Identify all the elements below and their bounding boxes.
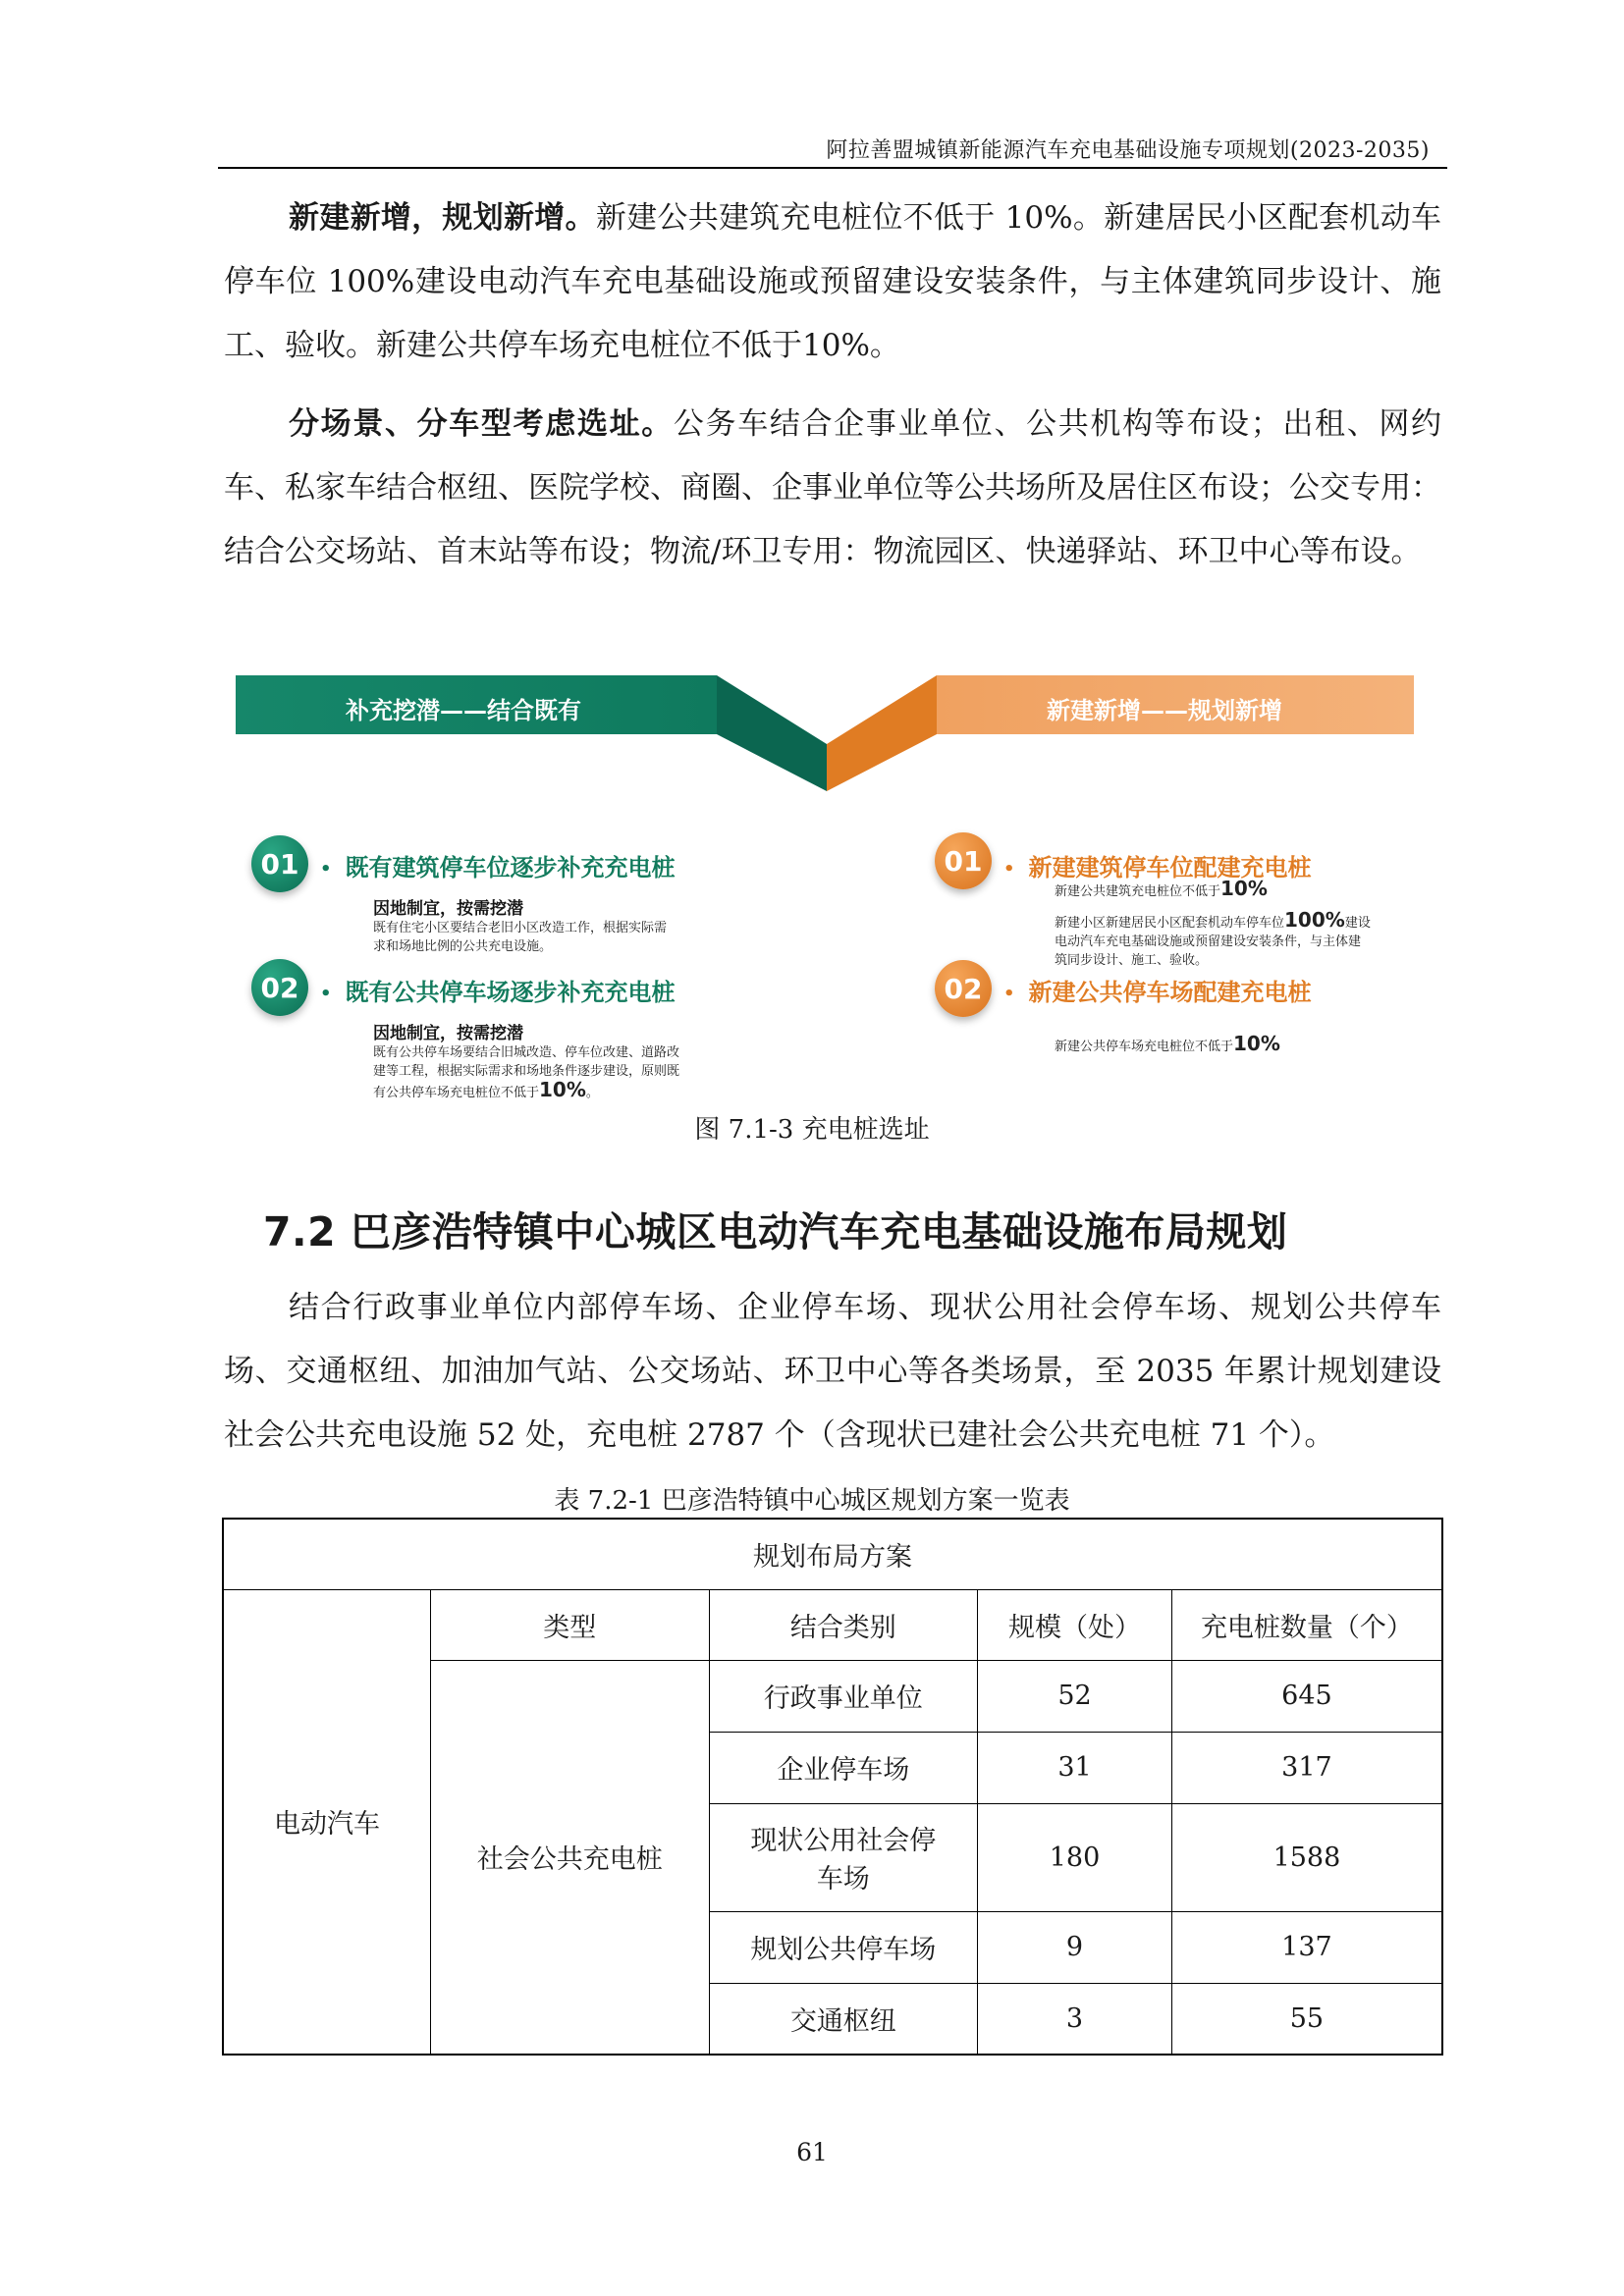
header-cell: 类型 (431, 1589, 709, 1660)
number-badge: 01 (251, 835, 308, 892)
bullet-icon: • (1003, 858, 1015, 880)
scale-cell: 180 (978, 1803, 1172, 1911)
desc-line: 建等工程，根据实际需求和场地条件逐步建设，原则既 (373, 1064, 680, 1079)
plan-table (222, 1518, 1443, 2056)
percent-value: 10% (1233, 1032, 1280, 1055)
percent-value: 10% (539, 1078, 586, 1101)
category-cell: 行政事业单位 (709, 1660, 978, 1732)
table-title-row (223, 1519, 1442, 1589)
count-cell: 645 (1171, 1660, 1442, 1732)
paragraph-site-selection (224, 393, 1441, 584)
percent-value: 10% (1220, 877, 1268, 900)
desc-text: 有公共停车场充电桩位不低于 (373, 1086, 540, 1100)
table-title: 规划布局方案 (223, 1519, 1442, 1589)
bullet-icon: • (1003, 983, 1015, 1004)
desc-line: 既有公共停车场要结合旧城改造、停车位改建、道路改 (373, 1045, 680, 1060)
table-caption: 表 7.2-1 巴彦浩特镇中心城区规划方案一览表 (554, 1486, 1070, 1516)
siting-figure (218, 656, 1445, 1127)
count-cell: 55 (1171, 1983, 1442, 2055)
right-item-title-text: 新建公共停车场配建充电桩 (1028, 979, 1312, 1006)
paragraph-lead: 新建新增，规划新增。 (289, 200, 596, 236)
section-paragraph: 结合行政事业单位内部停车场、企业停车场、现状公用社会停车场、规划公共停车场、交通枢纽、加油加气站、公交场站、环卫中心等各类场景，至 2035 年累计规划建设社会公共充电设施 52 处，充电桩 2787 个（含现状已建社会公共充电桩 71 个）。 (224, 1290, 1441, 1453)
section-heading: 7.2 巴彦浩特镇中心城区电动汽车充电基础设施布局规划 (263, 1208, 1288, 1255)
scale-cell: 3 (978, 1983, 1172, 2055)
page-number: 61 (796, 2138, 828, 2166)
desc-text: 建设 (1344, 916, 1371, 931)
header-cell: 规模（处） (978, 1589, 1172, 1660)
left-item-title-text: 既有公共停车场逐步补充充电桩 (345, 979, 676, 1006)
desc-text: 新建小区新建居民小区配套机动车停车位 (1055, 916, 1285, 931)
scale-cell: 52 (978, 1660, 1172, 1732)
left-item-subhead: 因地制宜，按需挖潜 (373, 899, 523, 919)
header-cell: 结合类别 (709, 1589, 978, 1660)
desc-text: 新建公共建筑充电桩位不低于 (1055, 884, 1221, 899)
desc-line (1055, 908, 1447, 933)
header-rule (218, 167, 1447, 169)
desc-text: 新建公共停车场充电桩位不低于 (1055, 1040, 1234, 1054)
category-cell: 企业停车场 (709, 1732, 978, 1803)
right-ribbon-fold (827, 675, 937, 791)
count-cell: 317 (1171, 1732, 1442, 1803)
number-badge: 02 (935, 960, 992, 1017)
count-cell: 1588 (1171, 1803, 1442, 1911)
desc-text: 。 (585, 1086, 599, 1100)
category-cell: 现状公用社会停车场 (709, 1803, 978, 1911)
left-item-title-text: 既有建筑停车位逐步补充充电桩 (345, 854, 676, 881)
type-cell: 社会公共充电桩 (431, 1660, 709, 2055)
desc-line (1055, 877, 1447, 901)
paragraph-new-construction (224, 187, 1441, 378)
left-item-desc (373, 1043, 679, 1102)
paragraph-text: 新建公共建筑充电桩位不低于 10%。新建居民小区配套机动车停车位 100%建设电动汽车充电基础设施或预留建设安装条件，与主体建筑同步设计、施工、验收。新建公共停车场充电桩位不低于10%。 (224, 200, 1441, 363)
paragraph-text: 公务车结合企事业单位、公共机构等布设；出租、网约车、私家车结合枢纽、医院学校、商圈、企事业单位等公共场所及居住区布设；公交专用：结合公交场站、首末站等布设；物流/环卫专用：物流园区、快递驿站、环卫中心等布设。 (224, 406, 1442, 569)
desc-line: 筑同步设计、施工、验收。 (1055, 953, 1209, 968)
desc-line (373, 1078, 679, 1102)
left-item-subhead: 因地制宜，按需挖潜 (373, 1024, 523, 1043)
scale-cell: 31 (978, 1732, 1172, 1803)
left-item-title (320, 973, 676, 1007)
desc-line (1055, 1032, 1280, 1056)
figure-caption: 图 7.1-3 充电桩选址 (694, 1115, 930, 1145)
number-badge: 01 (935, 832, 992, 889)
left-item-desc (373, 919, 667, 956)
percent-value: 100% (1284, 908, 1345, 932)
left-item-title (320, 848, 676, 882)
bullet-icon: • (320, 858, 332, 880)
left-ribbon-fold (717, 675, 827, 791)
table-header-row (223, 1589, 1442, 1660)
right-item-desc (1055, 1032, 1280, 1056)
right-item-title-text: 新建建筑停车位配建充电桩 (1028, 854, 1312, 881)
running-header: 阿拉善盟城镇新能源汽车充电基础设施专项规划(2023-2035) (826, 138, 1430, 163)
desc-line: 电动汽车充电基础设施或预留建设安装条件，与主体建 (1055, 934, 1362, 949)
category-cell: 交通枢纽 (709, 1983, 978, 2055)
paragraph-lead: 分场景、分车型考虑选址。 (289, 406, 674, 442)
scale-cell: 9 (978, 1911, 1172, 1983)
desc-line: 求和场地比例的公共充电设施。 (373, 939, 553, 954)
right-item-desc (1055, 877, 1447, 970)
header-cell: 充电桩数量（个） (1171, 1589, 1442, 1660)
vehicle-cell: 电动汽车 (223, 1589, 431, 2055)
category-cell: 规划公共停车场 (709, 1911, 978, 1983)
right-banner-label: 新建新增——规划新增 (1047, 697, 1282, 724)
bullet-icon: • (320, 983, 332, 1004)
number-badge: 02 (251, 959, 308, 1016)
desc-line: 既有住宅小区要结合老旧小区改造工作，根据实际需 (373, 921, 668, 935)
count-cell: 137 (1171, 1911, 1442, 1983)
right-item-title (1003, 973, 1312, 1007)
left-banner-label: 补充挖潜——结合既有 (346, 697, 581, 724)
